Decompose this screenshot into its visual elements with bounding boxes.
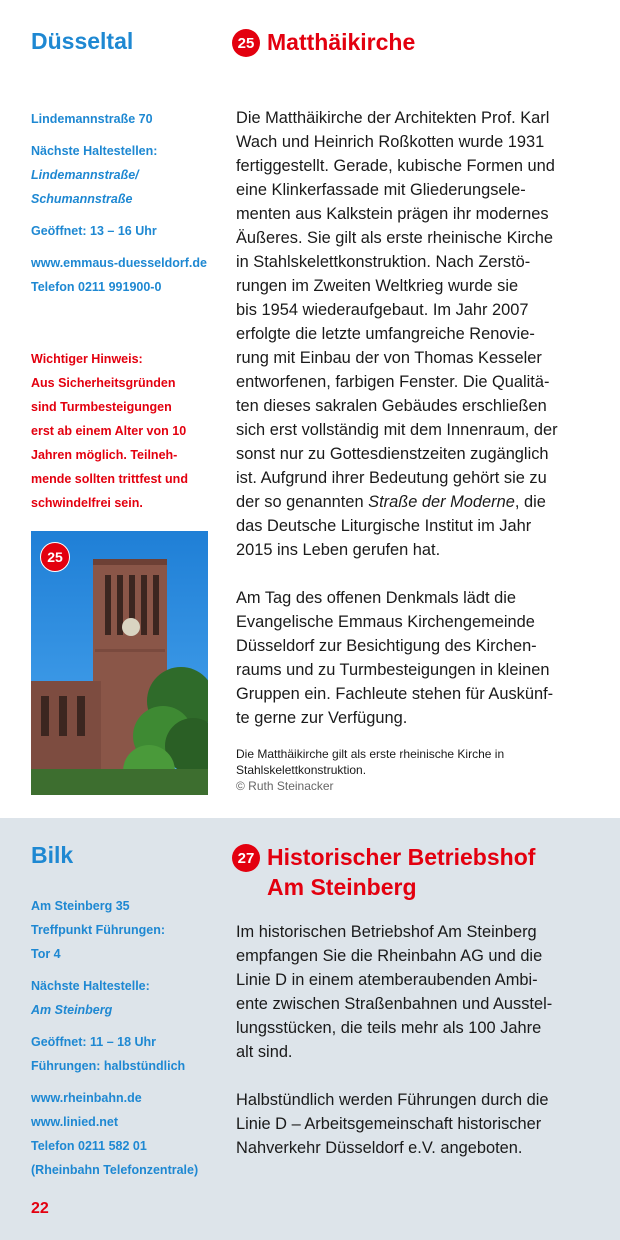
tour-interval: Führungen: halbstündlich bbox=[31, 1059, 186, 1073]
address: Am Steinberg 35 bbox=[31, 899, 130, 913]
phone-number: Telefon 0211 991900-0 bbox=[31, 280, 162, 294]
stop-name: Lindemannstraße/ bbox=[31, 168, 139, 182]
info-block bbox=[31, 107, 226, 299]
opening-hours: Geöffnet: 13 – 16 Uhr bbox=[31, 224, 157, 238]
entry-title bbox=[232, 842, 597, 902]
warning-line: Jahren möglich. Teilneh- bbox=[31, 448, 178, 462]
entry-number-badge: 25 bbox=[232, 29, 260, 57]
paragraph: Halbstündlich werden Führungen durch die Linie D – Arbeitsgemeinschaft historischer Nahverkehr Düsseldorf e.V. angeboten. bbox=[236, 1091, 549, 1157]
paragraph: Die Matthäikirche der Architekten Prof. Karl Wach und Heinrich Roßkotten wurde 1931 fertiggestellt. Gerade, kubische Formen und eine Klinkerfassade mit Gliederungsele- menten aus Kalkstein prägen ihr modernes Äußeres. Sie gilt als erste rheinische Kirche in Stahlskelettkonstruktion. Nach Zerstö- rungen im Zweiten Weltkrieg wurde sie bis 1954 wiederaufgebaut. Im Jahr 2007 erfolgte die letzte umfangreiche Renovie- rung mit Einbau der von Thomas Kesseler entworfenen, farbigen Fenster. Die Qualitä- ten dieses sakralen Gebäudes erschließen sich erst vollständig mit dem Innenraum, der sonst nur zu Gottesdienstzeiten zugänglich ist. Aufgrund ihrer Bedeutung gehört sie zu der so genannten Straße der Moderne, die das Deutsche Liturgische Institut im Jahr 2015 ins Leben gerufen hat. bbox=[236, 109, 558, 559]
entry-title-text: Historischer Betriebshof Am Steinberg bbox=[267, 844, 536, 900]
photo-credit: © Ruth Steinacker bbox=[236, 779, 334, 793]
warning-line: schwindelfrei sein. bbox=[31, 496, 143, 510]
info-block bbox=[31, 894, 226, 1182]
website-link[interactable]: www.rheinbahn.de bbox=[31, 1091, 142, 1105]
website-link[interactable]: www.emmaus-duesseldorf.de bbox=[31, 256, 207, 270]
page-number: 22 bbox=[31, 1200, 49, 1217]
warning-line: Aus Sicherheitsgründen bbox=[31, 376, 176, 390]
warning-line: mende sollten trittfest und bbox=[31, 472, 188, 486]
address: Lindemannstraße 70 bbox=[31, 112, 153, 126]
warning-label: Wichtiger Hinweis: bbox=[31, 352, 143, 366]
website-link[interactable]: www.linied.net bbox=[31, 1115, 119, 1129]
paragraph: Am Tag des offenen Denkmals lädt die Evangelische Emmaus Kirchengemeinde Düsseldorf zur Besichtigung des Kirchen- raums und zu Turmbesteigungen in kleinen Gruppen ein. Fachleute stehen für Auskünf- te gerne zur Verfügung. bbox=[236, 589, 554, 727]
stop-name: Am Steinberg bbox=[31, 1003, 113, 1017]
phone-note: (Rheinbahn Telefonzentrale) bbox=[31, 1163, 199, 1177]
warning-block bbox=[31, 347, 226, 515]
stop-name: Schumannstraße bbox=[31, 192, 133, 206]
entry-title bbox=[232, 27, 597, 57]
stops-label: Nächste Haltestellen: bbox=[31, 144, 158, 158]
meeting-label: Treffpunkt Führungen: bbox=[31, 923, 166, 937]
district-heading: Bilk bbox=[31, 842, 74, 868]
entry-title-text: Matthäikirche bbox=[267, 29, 416, 55]
phone-number: Telefon 0211 582 01 bbox=[31, 1139, 147, 1153]
district-heading: Düsseltal bbox=[31, 28, 134, 54]
description bbox=[236, 106, 594, 730]
stop-label: Nächste Haltestelle: bbox=[31, 979, 150, 993]
paragraph: Im historischen Betriebshof Am Steinberg empfangen Sie die Rheinbahn AG und die Linie D in einem atemberaubenden Ambi- ente zwischen Straßenbahnen und Ausstel- lungsstücken, die teils mehr als 100 Jahre alt sind. bbox=[236, 923, 553, 1061]
warning-line: erst ab einem Alter von 10 bbox=[31, 424, 187, 438]
warning-line: sind Turmbesteigungen bbox=[31, 400, 172, 414]
photo-caption: Die Matthäikirche gilt als erste rheinische Kirche in Stahlskelettkonstruktion. © Ruth Steinacker bbox=[236, 746, 596, 794]
church-photo bbox=[31, 531, 208, 795]
meeting-point: Tor 4 bbox=[31, 947, 61, 961]
entry-number-badge: 27 bbox=[232, 844, 260, 872]
opening-hours: Geöffnet: 11 – 18 Uhr bbox=[31, 1035, 157, 1049]
photo-number-badge: 25 bbox=[40, 542, 70, 572]
description bbox=[236, 920, 594, 1160]
section-betriebshof bbox=[0, 818, 620, 1240]
italic-term: Straße der Moderne bbox=[368, 493, 515, 511]
